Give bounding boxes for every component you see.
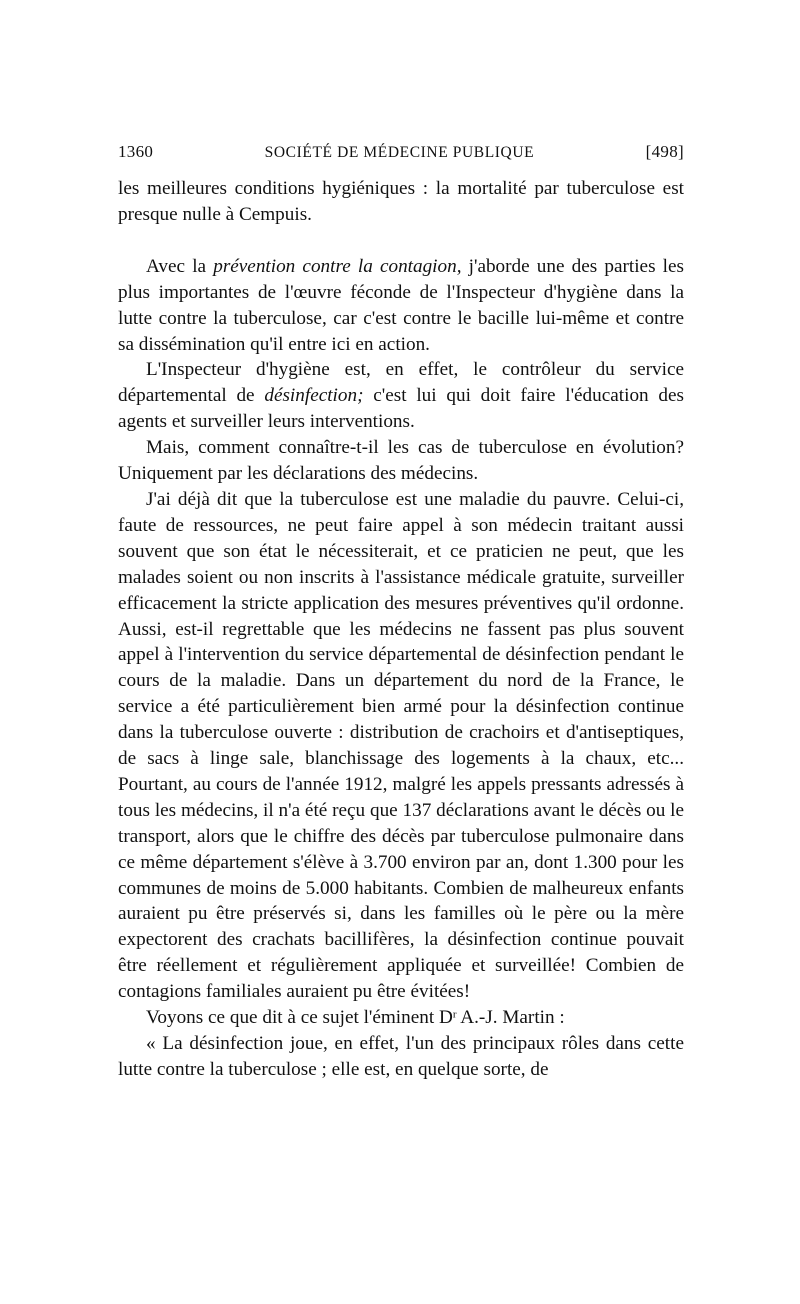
book-page	[118, 142, 684, 1083]
running-title: SOCIÉTÉ DE MÉDECINE PUBLIQUE	[264, 144, 535, 161]
paragraph-2-start: Avec la	[146, 255, 214, 277]
paragraph-1: les meilleures conditions hygiéniques : la mortalité par tuberculose est presque nulle à Cempuis.	[118, 178, 684, 225]
paragraph-7: « La désinfection joue, en effet, l'un des principaux rôles dans cette lutte contre la tuberculose ; elle est, en quelque sorte, de	[118, 1033, 684, 1080]
page-number: 1360	[118, 142, 154, 161]
bracket-page-number: [498]	[645, 142, 684, 161]
paragraph-3	[118, 357, 684, 435]
paragraph-6-end: A.-J. Martin :	[456, 1007, 565, 1029]
paragraph-3-end: c'est lui qui doit faire l'éducation des agents et surveiller leurs interventions.	[118, 385, 684, 433]
paragraph-4: Mais, comment connaître-t-il les cas de tuberculose en évolution? Uniquement par les déclarations des médecins.	[118, 437, 684, 485]
body-text	[118, 176, 684, 1083]
paragraph-6-start: Voyons ce que dit à ce sujet l'éminent D	[146, 1007, 453, 1029]
paragraph-2	[118, 254, 684, 358]
paragraph-5: J'ai déjà dit que la tuberculose est une maladie du pauvre. Celui-ci, faute de ressources, ne peut faire appel à son médecin traitant aussi souvent que son état le nécessiterait, et ce praticien ne peut, que les malades soient ou non inscrits à l'assistance médicale gratuite, surveiller efficacement la stricte application des mesures préventives qu'il ordonne. Aussi, est-il regrettable que les médecins ne fassent pas plus souvent appel à l'intervention du service départemental de désinfection pendant le cours de la maladie. Dans un département du nord de la France, le service a été particulièrement bien armé pour la désinfection continue dans la tuberculose ouverte : distribution de crachoirs et d'antiseptiques, de sacs à linge sale, blanchissage des logements à la chaux, etc... Pourtant, au cours de l'année 1912, malgré les appels pressants adressés à tous les médecins, il n'a été reçu que 137 déclarations avant le décès ou le transport, alors que le chiffre des décès par tuberculose pulmonaire dans ce même département s'élève à 3.700 environ par an, dont 1.300 pour les communes de moins de 5.000 habitants. Combien de malheureux enfants auraient pu être préservés si, dans les familles où le père ou la mère expectorent des crachats bacillifères, la désinfection continue pouvait être réellement et régulièrement appliquée et surveillée! Combien de contagions familiales auraient pu être évitées!	[118, 488, 684, 1003]
paragraph-6-superscript: r	[452, 1008, 457, 1021]
paragraph-2-emphasis: prévention contre la contagion,	[213, 255, 462, 277]
page-header	[118, 142, 684, 176]
paragraph-3-start: L'Inspecteur d'hygiène est, en effet, le contrôleur du service départemental de	[118, 359, 684, 407]
paragraph-2-end: j'aborde une des parties les plus importantes de l'œuvre féconde de l'Inspecteur d'hygiène dans la lutte contre la tuberculose, car c'est contre le bacille lui-même et contre sa dissémination qu'il entre ici en action.	[118, 255, 684, 355]
paragraph-6	[118, 1005, 684, 1031]
paragraph-3-emphasis: désinfection;	[264, 385, 364, 407]
